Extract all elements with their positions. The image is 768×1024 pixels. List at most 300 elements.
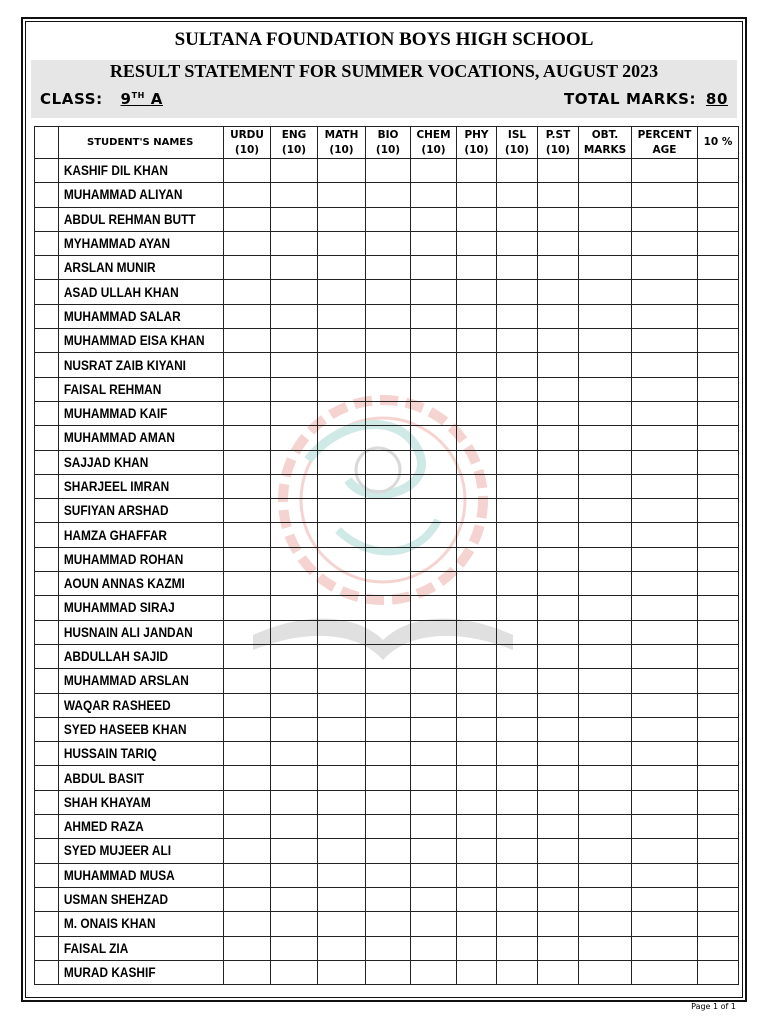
table-row — [35, 377, 739, 401]
marks-cell — [271, 669, 318, 693]
marks-cell — [632, 377, 698, 401]
student-name: HAMZA GHAFFAR — [59, 523, 204, 547]
marks-cell — [698, 329, 739, 353]
serial-cell — [35, 474, 59, 498]
marks-cell — [411, 572, 457, 596]
marks-cell — [318, 280, 366, 304]
marks-cell — [411, 596, 457, 620]
marks-cell — [457, 547, 497, 571]
marks-cell — [632, 717, 698, 741]
marks-cell — [457, 426, 497, 450]
serial-cell — [35, 401, 59, 425]
marks-cell — [224, 426, 271, 450]
column-header-bottom: (10) — [329, 143, 354, 156]
marks-cell — [538, 280, 579, 304]
marks-cell — [632, 401, 698, 425]
student-name: ABDUL BASIT — [59, 766, 204, 790]
marks-cell — [579, 912, 632, 936]
marks-cell — [497, 644, 538, 668]
marks-cell — [457, 644, 497, 668]
marks-cell — [411, 766, 457, 790]
names-header: STUDENT'S NAMES — [59, 127, 224, 159]
marks-cell — [411, 499, 457, 523]
marks-cell — [698, 401, 739, 425]
marks-cell — [538, 474, 579, 498]
marks-cell — [271, 329, 318, 353]
marks-cell — [632, 620, 698, 644]
marks-cell — [366, 231, 411, 255]
marks-cell — [411, 863, 457, 887]
column-header-bottom: MARKS — [583, 143, 627, 156]
marks-cell — [698, 693, 739, 717]
marks-cell — [632, 183, 698, 207]
marks-cell — [224, 790, 271, 814]
marks-cell — [632, 547, 698, 571]
marks-cell — [632, 231, 698, 255]
marks-cell — [698, 863, 739, 887]
marks-cell — [698, 426, 739, 450]
serial-cell — [35, 499, 59, 523]
marks-cell — [579, 523, 632, 547]
marks-cell — [698, 450, 739, 474]
marks-cell — [538, 620, 579, 644]
marks-cell — [538, 863, 579, 887]
serial-cell — [35, 426, 59, 450]
marks-cell — [579, 572, 632, 596]
marks-cell — [271, 159, 318, 183]
marks-cell — [224, 960, 271, 984]
marks-cell — [318, 717, 366, 741]
marks-cell — [497, 693, 538, 717]
marks-cell — [318, 960, 366, 984]
marks-cell — [457, 863, 497, 887]
serial-cell — [35, 669, 59, 693]
marks-cell — [457, 329, 497, 353]
marks-cell — [366, 936, 411, 960]
marks-cell — [698, 377, 739, 401]
column-header — [632, 127, 698, 159]
marks-cell — [698, 572, 739, 596]
marks-cell — [271, 620, 318, 644]
column-header-bottom: AGE — [652, 143, 677, 156]
marks-cell — [411, 717, 457, 741]
marks-cell — [538, 936, 579, 960]
marks-cell — [538, 159, 579, 183]
marks-cell — [497, 790, 538, 814]
column-header-top: CHEM — [416, 128, 451, 141]
serial-cell — [35, 790, 59, 814]
marks-cell — [318, 790, 366, 814]
marks-cell — [698, 183, 739, 207]
marks-cell — [457, 256, 497, 280]
marks-cell — [579, 426, 632, 450]
marks-cell — [271, 401, 318, 425]
marks-cell — [497, 572, 538, 596]
marks-cell — [318, 377, 366, 401]
marks-cell — [366, 547, 411, 571]
table-row — [35, 936, 739, 960]
marks-cell — [632, 304, 698, 328]
marks-cell — [411, 887, 457, 911]
column-header-top: BIO — [377, 128, 399, 141]
serial-cell — [35, 256, 59, 280]
marks-cell — [224, 839, 271, 863]
marks-cell — [411, 231, 457, 255]
column-header-bottom: (10) — [504, 143, 530, 156]
marks-cell — [271, 936, 318, 960]
serial-cell — [35, 329, 59, 353]
marks-cell — [497, 912, 538, 936]
marks-cell — [579, 401, 632, 425]
table-row — [35, 815, 739, 839]
marks-cell — [497, 401, 538, 425]
marks-cell — [224, 499, 271, 523]
column-header — [698, 127, 739, 159]
marks-cell — [271, 353, 318, 377]
marks-cell — [411, 353, 457, 377]
marks-cell — [538, 960, 579, 984]
marks-cell — [457, 523, 497, 547]
class-number: 9 — [120, 90, 132, 108]
marks-cell — [411, 159, 457, 183]
marks-cell — [271, 183, 318, 207]
marks-cell — [366, 742, 411, 766]
marks-cell — [318, 159, 366, 183]
marks-cell — [318, 231, 366, 255]
marks-cell — [538, 742, 579, 766]
marks-cell — [579, 790, 632, 814]
marks-cell — [632, 159, 698, 183]
marks-cell — [411, 790, 457, 814]
marks-cell — [579, 839, 632, 863]
marks-cell — [271, 450, 318, 474]
marks-cell — [457, 353, 497, 377]
marks-cell — [366, 863, 411, 887]
marks-cell — [632, 912, 698, 936]
student-name: MYHAMMAD AYAN — [59, 231, 204, 255]
marks-cell — [224, 766, 271, 790]
student-name: MUHAMMAD MUSA — [59, 863, 204, 887]
marks-cell — [579, 353, 632, 377]
marks-cell — [366, 426, 411, 450]
marks-cell — [698, 742, 739, 766]
marks-cell — [457, 790, 497, 814]
serial-cell — [35, 547, 59, 571]
marks-cell — [698, 523, 739, 547]
student-name: SAJJAD KHAN — [59, 450, 204, 474]
marks-cell — [411, 547, 457, 571]
marks-cell — [366, 596, 411, 620]
marks-cell — [497, 815, 538, 839]
marks-cell — [271, 766, 318, 790]
marks-cell — [698, 207, 739, 231]
marks-cell — [411, 815, 457, 839]
student-name: KASHIF DIL KHAN — [59, 159, 204, 183]
table-row — [35, 620, 739, 644]
student-name: ABDUL REHMAN BUTT — [59, 207, 204, 231]
marks-cell — [497, 231, 538, 255]
marks-cell — [497, 183, 538, 207]
marks-cell — [411, 474, 457, 498]
table-row — [35, 960, 739, 984]
table-row — [35, 401, 739, 425]
marks-cell — [457, 231, 497, 255]
marks-cell — [318, 766, 366, 790]
marks-cell — [538, 450, 579, 474]
serial-cell — [35, 766, 59, 790]
marks-cell — [366, 401, 411, 425]
marks-cell — [271, 377, 318, 401]
serial-cell — [35, 231, 59, 255]
marks-cell — [366, 183, 411, 207]
table-row — [35, 596, 739, 620]
marks-cell — [366, 474, 411, 498]
marks-cell — [366, 207, 411, 231]
marks-cell — [579, 547, 632, 571]
marks-cell — [366, 523, 411, 547]
marks-cell — [271, 572, 318, 596]
marks-cell — [411, 329, 457, 353]
serial-header — [35, 127, 59, 159]
student-name: MUHAMMAD ALIYAN — [59, 183, 204, 207]
column-header — [366, 127, 411, 159]
marks-cell — [538, 839, 579, 863]
marks-cell — [224, 742, 271, 766]
marks-cell — [579, 766, 632, 790]
marks-cell — [224, 207, 271, 231]
marks-cell — [632, 280, 698, 304]
marks-cell — [366, 790, 411, 814]
marks-cell — [632, 839, 698, 863]
table-row — [35, 790, 739, 814]
column-header-top: MATH — [324, 128, 359, 141]
marks-cell — [632, 256, 698, 280]
table-row — [35, 474, 739, 498]
marks-cell — [632, 960, 698, 984]
marks-cell — [457, 887, 497, 911]
marks-cell — [497, 669, 538, 693]
marks-cell — [271, 790, 318, 814]
table-row — [35, 669, 739, 693]
student-name: FAISAL REHMAN — [59, 377, 204, 401]
table-row — [35, 839, 739, 863]
marks-cell — [271, 912, 318, 936]
marks-cell — [318, 207, 366, 231]
student-name: MUHAMMAD SALAR — [59, 304, 204, 328]
marks-cell — [366, 693, 411, 717]
marks-cell — [366, 159, 411, 183]
marks-cell — [224, 231, 271, 255]
marks-cell — [411, 377, 457, 401]
marks-cell — [318, 499, 366, 523]
marks-cell — [579, 815, 632, 839]
table-row — [35, 353, 739, 377]
marks-cell — [318, 474, 366, 498]
column-header-top: PHY — [464, 128, 489, 141]
marks-cell — [579, 863, 632, 887]
marks-cell — [318, 693, 366, 717]
marks-cell — [632, 815, 698, 839]
marks-cell — [538, 377, 579, 401]
marks-cell — [411, 450, 457, 474]
marks-cell — [632, 474, 698, 498]
marks-cell — [271, 304, 318, 328]
marks-cell — [366, 815, 411, 839]
marks-cell — [318, 523, 366, 547]
class-suffix: TH — [131, 91, 145, 100]
marks-cell — [411, 960, 457, 984]
marks-cell — [411, 401, 457, 425]
marks-cell — [224, 547, 271, 571]
marks-cell — [497, 377, 538, 401]
marks-cell — [579, 596, 632, 620]
marks-cell — [457, 572, 497, 596]
table-row — [35, 304, 739, 328]
table-row — [35, 644, 739, 668]
marks-cell — [497, 620, 538, 644]
marks-cell — [366, 960, 411, 984]
marks-cell — [457, 401, 497, 425]
marks-cell — [271, 474, 318, 498]
marks-cell — [224, 304, 271, 328]
marks-cell — [457, 499, 497, 523]
marks-cell — [318, 620, 366, 644]
student-name: SUFIYAN ARSHAD — [59, 499, 204, 523]
marks-cell — [271, 644, 318, 668]
marks-cell — [318, 863, 366, 887]
student-name: MUHAMMAD EISA KHAN — [59, 329, 204, 353]
marks-cell — [579, 499, 632, 523]
marks-cell — [497, 280, 538, 304]
marks-cell — [318, 839, 366, 863]
marks-cell — [457, 159, 497, 183]
student-name: ABDULLAH SAJID — [59, 644, 204, 668]
marks-cell — [632, 450, 698, 474]
marks-cell — [632, 426, 698, 450]
marks-cell — [579, 377, 632, 401]
student-name: HUSNAIN ALI JANDAN — [59, 620, 204, 644]
marks-cell — [698, 790, 739, 814]
marks-cell — [318, 401, 366, 425]
student-name: FAISAL ZIA — [59, 936, 204, 960]
serial-cell — [35, 353, 59, 377]
table-row — [35, 159, 739, 183]
marks-cell — [538, 596, 579, 620]
column-header-bottom: (10) — [545, 143, 571, 156]
marks-cell — [366, 887, 411, 911]
marks-cell — [632, 572, 698, 596]
student-name: NUSRAT ZAIB KIYANI — [59, 353, 204, 377]
student-name: MUHAMMAD ROHAN — [59, 547, 204, 571]
table-row — [35, 547, 739, 571]
marks-cell — [538, 644, 579, 668]
total-marks-line — [564, 90, 728, 108]
marks-cell — [411, 912, 457, 936]
marks-cell — [318, 547, 366, 571]
marks-cell — [632, 887, 698, 911]
serial-cell — [35, 572, 59, 596]
marks-cell — [411, 426, 457, 450]
student-name: MUHAMMAD AMAN — [59, 426, 204, 450]
marks-cell — [497, 547, 538, 571]
marks-cell — [497, 474, 538, 498]
marks-cell — [538, 231, 579, 255]
student-name: SHARJEEL IMRAN — [59, 474, 204, 498]
student-name: M. ONAIS KHAN — [59, 912, 204, 936]
marks-cell — [224, 620, 271, 644]
student-name: ASAD ULLAH KHAN — [59, 280, 204, 304]
marks-cell — [632, 863, 698, 887]
marks-cell — [698, 766, 739, 790]
marks-cell — [579, 887, 632, 911]
marks-cell — [224, 887, 271, 911]
student-name: AOUN ANNAS KAZMI — [59, 572, 204, 596]
marks-cell — [698, 231, 739, 255]
column-header — [318, 127, 366, 159]
student-name: WAQAR RASHEED — [59, 693, 204, 717]
marks-cell — [579, 717, 632, 741]
column-header — [538, 127, 579, 159]
marks-cell — [224, 815, 271, 839]
marks-cell — [411, 183, 457, 207]
student-name: SYED MUJEER ALI — [59, 839, 204, 863]
marks-cell — [698, 620, 739, 644]
marks-cell — [411, 207, 457, 231]
table-row — [35, 207, 739, 231]
serial-cell — [35, 717, 59, 741]
marks-cell — [538, 572, 579, 596]
marks-cell — [698, 815, 739, 839]
marks-cell — [698, 159, 739, 183]
column-header-top: URDU — [230, 128, 264, 141]
marks-cell — [318, 450, 366, 474]
marks-cell — [411, 280, 457, 304]
marks-cell — [497, 596, 538, 620]
marks-cell — [318, 936, 366, 960]
marks-cell — [271, 547, 318, 571]
serial-cell — [35, 280, 59, 304]
marks-cell — [271, 426, 318, 450]
marks-cell — [538, 766, 579, 790]
serial-cell — [35, 912, 59, 936]
marks-cell — [538, 547, 579, 571]
marks-cell — [271, 815, 318, 839]
marks-cell — [698, 960, 739, 984]
marks-cell — [538, 401, 579, 425]
marks-cell — [457, 304, 497, 328]
marks-cell — [271, 207, 318, 231]
marks-cell — [579, 231, 632, 255]
column-header — [271, 127, 318, 159]
marks-cell — [224, 669, 271, 693]
marks-cell — [538, 183, 579, 207]
marks-cell — [318, 183, 366, 207]
marks-cell — [632, 766, 698, 790]
marks-cell — [224, 474, 271, 498]
marks-cell — [366, 280, 411, 304]
marks-cell — [538, 887, 579, 911]
column-header-top: OBT. — [591, 128, 619, 141]
serial-cell — [35, 960, 59, 984]
marks-cell — [538, 499, 579, 523]
marks-cell — [457, 280, 497, 304]
serial-cell — [35, 596, 59, 620]
table-row — [35, 231, 739, 255]
serial-cell — [35, 450, 59, 474]
column-header — [224, 127, 271, 159]
table-row — [35, 766, 739, 790]
marks-cell — [411, 936, 457, 960]
